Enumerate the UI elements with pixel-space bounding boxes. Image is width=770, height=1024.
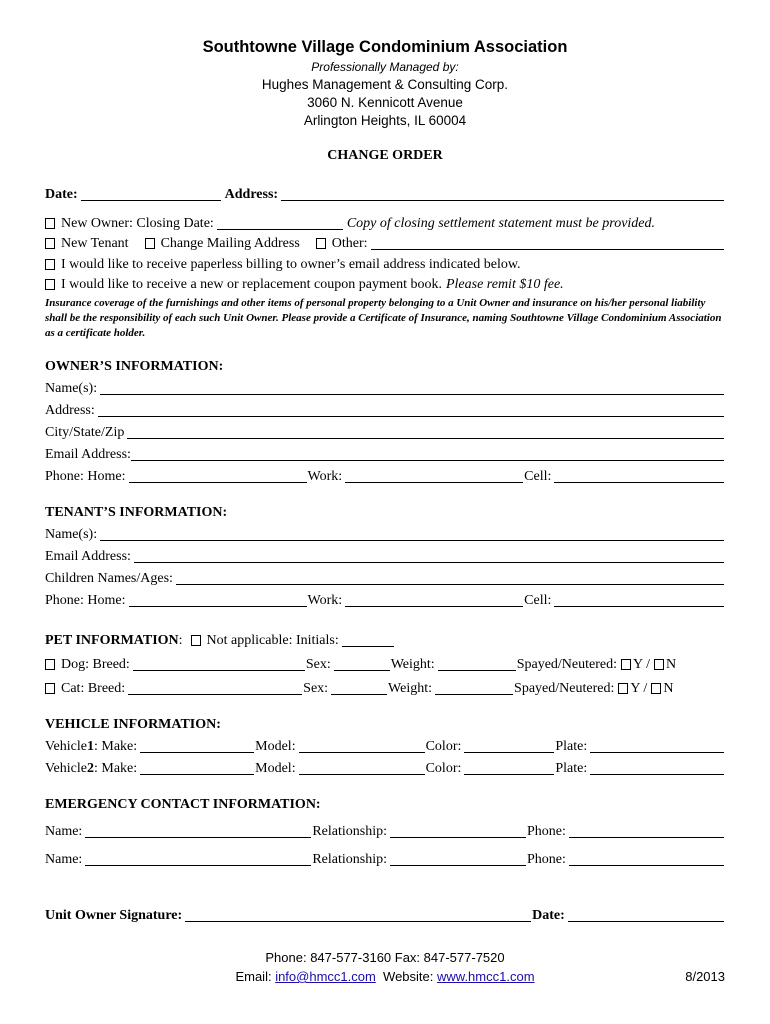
tenant-home-phone-field[interactable] xyxy=(129,591,307,607)
emergency-2-name-label: Name: xyxy=(45,852,83,867)
insurance-note: Insurance coverage of the furnishings and other items of personal property belonging to a Unit Owner and insurance on his/her personal liability shall be the responsibility of each such Unit Owner. Please provide a Certificate of Insurance, naming Southtowne Village Condominium Association as a certificate holder. xyxy=(45,297,722,339)
emergency-2-name-field[interactable] xyxy=(85,850,311,866)
cat-breed-label: Cat: Breed: xyxy=(61,681,126,696)
vehicle-1-model-label: Model: xyxy=(255,739,296,754)
tenant-email-field[interactable] xyxy=(134,547,724,563)
tenant-children-row xyxy=(45,567,725,587)
emergency-2-phone-label: Phone: xyxy=(527,852,566,867)
owner-phone-home-label: Phone: Home: xyxy=(45,469,126,484)
date-field[interactable] xyxy=(81,185,221,201)
vehicle-1-row xyxy=(45,735,725,755)
owner-city-field[interactable] xyxy=(127,423,724,439)
owner-heading-text: OWNER’S INFORMATION: xyxy=(45,359,224,374)
tenant-cell-label: Cell: xyxy=(524,593,552,608)
new-owner-row xyxy=(45,212,725,232)
tenant-names-label: Name(s): xyxy=(45,527,98,542)
vehicle-2-model-label: Model: xyxy=(255,761,296,776)
dog-spayed-yes-checkbox[interactable] xyxy=(621,659,631,670)
emergency-1-relationship-label: Relationship: xyxy=(312,824,387,839)
tenant-names-field[interactable] xyxy=(100,525,724,541)
pet-heading-colon: : xyxy=(178,633,183,648)
dog-sex-label: Sex: xyxy=(305,657,331,672)
vehicle-2-color-field[interactable] xyxy=(464,759,554,775)
change-mailing-label: Change Mailing Address xyxy=(160,236,300,251)
coupon-row xyxy=(45,273,725,293)
owner-city-row xyxy=(45,421,725,441)
vehicle-2-row xyxy=(45,757,725,777)
vehicle-2-model-field[interactable] xyxy=(299,759,425,775)
emergency-heading xyxy=(45,793,725,813)
pet-initials-field[interactable] xyxy=(342,631,394,647)
owner-address-label: Address: xyxy=(45,403,95,418)
tenant-children-label: Children Names/Ages: xyxy=(45,571,173,586)
emergency-1-name-field[interactable] xyxy=(85,822,311,838)
footer-phone-fax: Phone: 847-577-3160 Fax: 847-577-7520 xyxy=(265,950,505,965)
tenant-heading-text: TENANT’S INFORMATION: xyxy=(45,505,228,520)
coupon-fee: Please remit $10 fee. xyxy=(445,277,564,292)
tenant-children-field[interactable] xyxy=(176,569,724,585)
owner-cell-phone-field[interactable] xyxy=(554,467,724,483)
signature-date-field[interactable] xyxy=(568,906,724,922)
owner-email-label: Email Address: xyxy=(45,447,131,462)
tenant-email-label: Email Address: xyxy=(45,549,131,564)
tenant-cell-phone-field[interactable] xyxy=(554,591,724,607)
owner-address-field[interactable] xyxy=(98,401,724,417)
owner-work-phone-field[interactable] xyxy=(345,467,523,483)
owner-names-field[interactable] xyxy=(100,379,724,395)
closing-note: Copy of closing settlement statement must be provided. xyxy=(346,216,656,231)
cat-row xyxy=(45,677,725,697)
emergency-heading-text: EMERGENCY CONTACT INFORMATION: xyxy=(45,797,321,812)
pet-not-applicable-checkbox[interactable] xyxy=(191,635,201,646)
new-owner-checkbox[interactable] xyxy=(45,218,55,229)
date-label: Date: xyxy=(45,187,78,202)
cat-spayed-no-checkbox[interactable] xyxy=(651,683,661,694)
vehicle-2-plate-label: Plate: xyxy=(555,761,588,776)
date-address-row xyxy=(45,183,725,203)
company-name: Hughes Management & Consulting Corp. xyxy=(261,77,509,92)
dog-breed-field[interactable] xyxy=(133,655,305,671)
address-label: Address: xyxy=(224,187,279,202)
other-checkbox[interactable] xyxy=(316,238,326,249)
vehicle-heading xyxy=(45,713,725,733)
address-field[interactable] xyxy=(281,185,724,201)
footer-website-label: Website: xyxy=(375,969,437,984)
vehicle-2-color-label: Color: xyxy=(425,761,462,776)
cat-weight-label: Weight: xyxy=(388,681,433,696)
vehicle-2-plate-field[interactable] xyxy=(590,759,724,775)
footer-website-link[interactable]: www.hmcc1.com xyxy=(437,969,535,984)
tenant-work-phone-field[interactable] xyxy=(345,591,523,607)
vehicle-1-prefix: Vehicle xyxy=(45,739,87,754)
cat-sex-field[interactable] xyxy=(331,679,387,695)
owner-names-label: Name(s): xyxy=(45,381,98,396)
vehicle-1-color-field[interactable] xyxy=(464,737,554,753)
footer-email-label: Email: xyxy=(235,969,276,984)
signature-field[interactable] xyxy=(185,906,531,922)
new-owner-label: New Owner: Closing Date: xyxy=(61,216,214,231)
paperless-checkbox[interactable] xyxy=(45,259,55,270)
cat-no-label: N xyxy=(663,681,674,696)
tenant-heading xyxy=(45,501,725,521)
tenant-email-row xyxy=(45,545,725,565)
signature-row xyxy=(45,904,725,924)
emergency-1-relationship-field[interactable] xyxy=(390,822,526,838)
pet-not-applicable-label: Not applicable: Initials: xyxy=(206,633,339,648)
emergency-1-phone-field[interactable] xyxy=(569,822,724,838)
form-title: CHANGE ORDER xyxy=(327,148,443,163)
emergency-2-row xyxy=(45,848,725,868)
owner-email-field[interactable] xyxy=(131,445,724,461)
dog-row xyxy=(45,653,725,673)
new-tenant-label: New Tenant xyxy=(61,236,129,251)
cat-sex-label: Sex: xyxy=(303,681,329,696)
emergency-1-phone-label: Phone: xyxy=(527,824,566,839)
cat-weight-field[interactable] xyxy=(435,679,513,695)
vehicle-1-number: 1 xyxy=(86,739,94,754)
dog-spayed-label: Spayed/Neutered: xyxy=(516,657,617,672)
other-label: Other: xyxy=(331,236,368,251)
dog-spayed-no-checkbox[interactable] xyxy=(654,659,664,670)
change-type-row xyxy=(45,232,725,252)
cat-yes-label: Y / xyxy=(630,681,648,696)
vehicle-2-number: 2 xyxy=(86,761,94,776)
cat-breed-field[interactable] xyxy=(128,679,302,695)
footer-contact xyxy=(0,969,770,984)
owner-names-row xyxy=(45,377,725,397)
signature-label: Unit Owner Signature: xyxy=(45,908,183,923)
coupon-checkbox[interactable] xyxy=(45,279,55,290)
footer-revision-date: 8/2013 xyxy=(685,969,725,984)
vehicle-1-plate-field[interactable] xyxy=(590,737,724,753)
owner-email-row xyxy=(45,443,725,463)
vehicle-1-plate-label: Plate: xyxy=(555,739,588,754)
owner-cell-label: Cell: xyxy=(524,469,552,484)
vehicle-2-prefix: Vehicle xyxy=(45,761,87,776)
vehicle-1-make-label: : Make: xyxy=(93,739,138,754)
managed-by-subtitle: Professionally Managed by: xyxy=(311,60,459,74)
cat-checkbox[interactable] xyxy=(45,683,55,694)
dog-weight-label: Weight: xyxy=(390,657,435,672)
vehicle-1-make-field[interactable] xyxy=(140,737,254,753)
tenant-phone-row xyxy=(45,589,725,609)
closing-date-field[interactable] xyxy=(217,214,343,230)
cat-spayed-yes-checkbox[interactable] xyxy=(618,683,628,694)
dog-sex-field[interactable] xyxy=(334,655,390,671)
dog-breed-label: Dog: Breed: xyxy=(61,657,130,672)
dog-yes-label: Y / xyxy=(633,657,650,672)
emergency-1-name-label: Name: xyxy=(45,824,83,839)
signature-date-label: Date: xyxy=(532,908,565,923)
dog-checkbox[interactable] xyxy=(45,659,55,670)
tenant-names-row xyxy=(45,523,725,543)
other-field[interactable] xyxy=(371,234,724,250)
pet-heading-row xyxy=(45,629,725,649)
coupon-label: I would like to receive a new or replacement coupon payment book. xyxy=(61,277,442,292)
tenant-work-label: Work: xyxy=(307,593,343,608)
owner-phone-row xyxy=(45,465,725,485)
emergency-2-relationship-label: Relationship: xyxy=(312,852,387,867)
dog-no-label: N xyxy=(665,657,677,672)
vehicle-2-make-label: : Make: xyxy=(93,761,138,776)
association-title: Southtowne Village Condominium Association xyxy=(202,38,568,56)
paperless-label: I would like to receive paperless billing to owner’s email address indicated below. xyxy=(61,257,521,272)
tenant-phone-home-label: Phone: Home: xyxy=(45,593,126,608)
pet-heading: PET INFORMATION xyxy=(45,633,179,648)
emergency-2-relationship-field[interactable] xyxy=(390,850,526,866)
vehicle-2-make-field[interactable] xyxy=(140,759,254,775)
owner-home-phone-field[interactable] xyxy=(129,467,307,483)
owner-city-label: City/State/Zip xyxy=(45,425,125,440)
owner-address-row xyxy=(45,399,725,419)
paperless-row xyxy=(45,253,725,273)
dog-weight-field[interactable] xyxy=(438,655,516,671)
emergency-1-row xyxy=(45,820,725,840)
company-street: 3060 N. Kennicott Avenue xyxy=(307,95,463,110)
vehicle-1-model-field[interactable] xyxy=(299,737,425,753)
vehicle-1-color-label: Color: xyxy=(425,739,462,754)
footer-email-link[interactable]: info@hmcc1.com xyxy=(275,969,376,984)
emergency-2-phone-field[interactable] xyxy=(569,850,724,866)
cat-spayed-label: Spayed/Neutered: xyxy=(514,681,615,696)
new-tenant-checkbox[interactable] xyxy=(45,238,55,249)
vehicle-heading-text: VEHICLE INFORMATION: xyxy=(45,717,221,732)
change-mailing-checkbox[interactable] xyxy=(145,238,155,249)
owner-heading xyxy=(45,355,725,375)
company-city: Arlington Heights, IL 60004 xyxy=(303,113,467,128)
owner-work-label: Work: xyxy=(307,469,343,484)
